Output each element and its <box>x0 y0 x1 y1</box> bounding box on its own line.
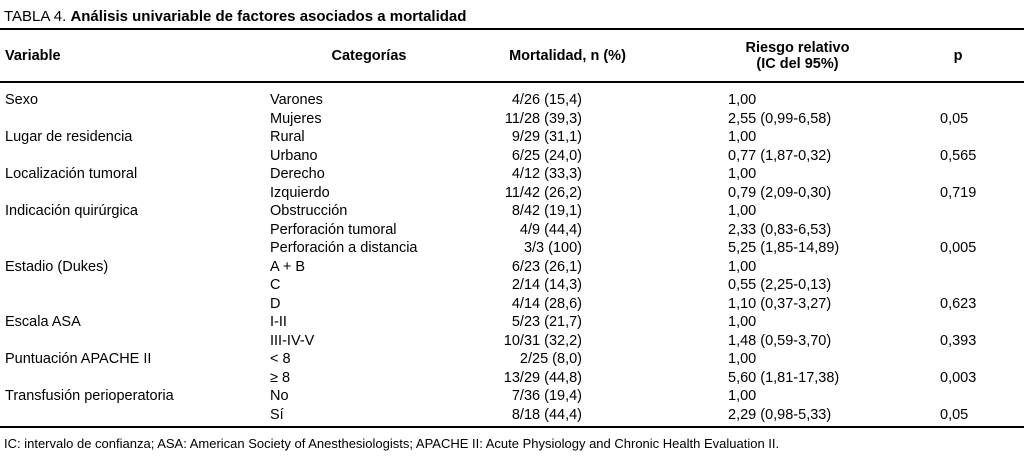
variable-cell <box>0 184 263 203</box>
riesgo-cell: 1,00 <box>728 351 757 367</box>
categoria-cell: No <box>270 388 289 404</box>
categoria-cell: Urbano <box>270 147 318 164</box>
mortalidad-cell: 7/36 (19,4) <box>511 388 582 404</box>
col-header-categorias: Categorías <box>263 30 475 82</box>
mortalidad-cell: 13/29 (44,8) <box>503 369 582 386</box>
table-row <box>0 202 1024 221</box>
p-cell: 0,05 <box>935 406 981 428</box>
mortalidad-cell: 8/42 (19,1) <box>511 203 582 219</box>
riesgo-cell: 1,00 <box>728 92 757 108</box>
mortalidad-cell: 3/3 (100) <box>523 240 582 256</box>
variable-cell <box>0 332 263 351</box>
table-row <box>0 82 1024 110</box>
riesgo-cell: 2,55 (0,99-6,58) <box>728 110 832 127</box>
p-cell: 0,005 <box>940 240 977 256</box>
riesgo-cell: 1,00 <box>728 258 757 275</box>
mortalidad-cell: 10/31 (32,2) <box>503 332 582 349</box>
variable-cell <box>0 406 263 428</box>
riesgo-cell: 1,00 <box>728 314 757 330</box>
p-cell <box>935 350 981 369</box>
categoria-cell: Derecho <box>270 166 325 182</box>
riesgo-cell: 1,10 (0,37-3,27) <box>728 295 832 312</box>
variable-cell: Puntuación APACHE II <box>5 351 152 367</box>
table-row <box>0 332 1024 351</box>
p-cell <box>935 276 981 295</box>
col-header-filler <box>981 30 1024 82</box>
variable-cell: Transfusión perioperatoria <box>5 388 174 404</box>
riesgo-cell: 5,25 (1,85-14,89) <box>728 240 840 256</box>
riesgo-cell: 0,79 (2,09-0,30) <box>728 184 832 201</box>
riesgo-cell: 0,77 (1,87-0,32) <box>728 147 832 164</box>
variable-cell: Lugar de residencia <box>5 129 133 145</box>
variable-cell <box>0 110 263 129</box>
variable-cell <box>0 369 263 388</box>
categoria-cell: Obstrucción <box>270 203 348 219</box>
mortalidad-cell: 4/14 (28,6) <box>511 295 582 312</box>
table-row <box>0 313 1024 332</box>
categoria-cell: Perforación tumoral <box>270 221 397 238</box>
table-row <box>0 387 1024 406</box>
riesgo-header-line1: Riesgo relativo <box>745 39 850 56</box>
univariate-analysis-table <box>0 30 1024 428</box>
categoria-cell: Perforación a distancia <box>270 240 418 256</box>
p-cell: 0,393 <box>940 332 977 349</box>
table-number: TABLA 4. <box>4 8 67 25</box>
table-title <box>0 0 1024 30</box>
table-row <box>0 350 1024 369</box>
categoria-cell: III-IV-V <box>270 332 315 349</box>
mortalidad-cell: 4/12 (33,3) <box>511 166 582 182</box>
categoria-cell: A + B <box>270 258 306 275</box>
riesgo-cell: 1,00 <box>728 129 757 145</box>
table-row <box>0 369 1024 388</box>
table-body <box>0 82 1024 427</box>
table-row <box>0 239 1024 258</box>
p-cell: 0,565 <box>940 147 977 164</box>
table-footnote: IC: intervalo de confianza; ASA: American Society of Anesthesiologists; APACHE II: Acute Physiology and Chronic Health Evaluation II. <box>4 436 780 451</box>
p-cell: 0,003 <box>940 369 977 386</box>
variable-cell: Localización tumoral <box>5 166 138 182</box>
p-cell: 0,623 <box>940 295 977 312</box>
p-cell <box>935 128 981 147</box>
table-row <box>0 295 1024 314</box>
p-cell <box>935 258 981 277</box>
categoria-cell: I-II <box>270 314 287 330</box>
variable-cell <box>0 221 263 240</box>
variable-cell: Indicación quirúrgica <box>5 203 138 219</box>
riesgo-cell: 1,00 <box>728 203 757 219</box>
categoria-cell: ≥ 8 <box>270 369 291 386</box>
p-cell <box>935 165 981 184</box>
variable-cell <box>0 295 263 314</box>
categoria-cell: Sí <box>263 406 475 428</box>
variable-cell: Estadio (Dukes) <box>5 258 109 275</box>
riesgo-cell: 2,33 (0,83-6,53) <box>728 221 832 238</box>
p-cell <box>935 313 981 332</box>
table-header <box>0 30 1024 82</box>
categoria-cell: C <box>270 277 281 293</box>
mortalidad-cell: 2/25 (8,0) <box>519 351 582 367</box>
riesgo-header-line2: (IC del 95%) <box>756 55 839 72</box>
mortalidad-cell: 6/25 (24,0) <box>511 147 582 164</box>
mortalidad-cell: 8/18 (44,4) <box>475 406 660 428</box>
riesgo-cell: 0,55 (2,25-0,13) <box>728 277 832 293</box>
table-row <box>0 276 1024 295</box>
col-header-variable: Variable <box>0 30 263 82</box>
mortalidad-cell: 6/23 (26,1) <box>511 258 582 275</box>
variable-cell <box>0 147 263 166</box>
table-row <box>0 110 1024 129</box>
mortalidad-cell: 4/26 (15,4) <box>511 92 582 108</box>
riesgo-cell: 5,60 (1,81-17,38) <box>728 369 840 386</box>
variable-cell <box>0 239 263 258</box>
variable-cell: Escala ASA <box>5 314 81 330</box>
table-row <box>0 165 1024 184</box>
table-row <box>0 184 1024 203</box>
categoria-cell: D <box>270 295 281 312</box>
mortalidad-cell: 11/42 (26,2) <box>504 184 582 201</box>
categoria-cell: Izquierdo <box>270 184 330 201</box>
mortalidad-cell: 9/29 (31,1) <box>511 129 582 145</box>
riesgo-cell: 2,29 (0,98-5,33) <box>660 406 935 428</box>
mortalidad-cell: 5/23 (21,7) <box>511 314 582 330</box>
categoria-cell: < 8 <box>270 351 291 367</box>
header-row <box>0 30 1024 82</box>
p-cell <box>935 202 981 221</box>
col-header-p: p <box>935 30 981 82</box>
table-row <box>0 258 1024 277</box>
p-cell: 0,719 <box>940 184 977 201</box>
table-row <box>0 221 1024 240</box>
p-cell <box>935 387 981 406</box>
variable-cell: Sexo <box>5 92 39 108</box>
p-cell <box>935 221 981 240</box>
table-title-text: Análisis univariable de factores asociados a mortalidad <box>70 8 467 25</box>
riesgo-cell: 1,48 (0,59-3,70) <box>728 332 832 349</box>
variable-cell <box>0 276 263 295</box>
categoria-cell: Mujeres <box>270 110 322 127</box>
p-cell: 0,05 <box>940 110 969 127</box>
table-row <box>0 147 1024 166</box>
mortalidad-cell: 2/14 (14,3) <box>511 277 582 293</box>
col-header-riesgo-relativo <box>660 30 935 82</box>
p-cell <box>935 82 981 110</box>
categoria-cell: Rural <box>270 129 305 145</box>
riesgo-cell: 1,00 <box>728 166 757 182</box>
riesgo-cell: 1,00 <box>728 388 757 404</box>
table-row <box>0 128 1024 147</box>
categoria-cell: Varones <box>270 92 323 108</box>
mortalidad-cell: 4/9 (44,4) <box>519 221 582 238</box>
table-row <box>0 406 1024 428</box>
mortalidad-cell: 11/28 (39,3) <box>504 110 582 127</box>
col-header-mortalidad: Mortalidad, n (%) <box>475 30 660 82</box>
